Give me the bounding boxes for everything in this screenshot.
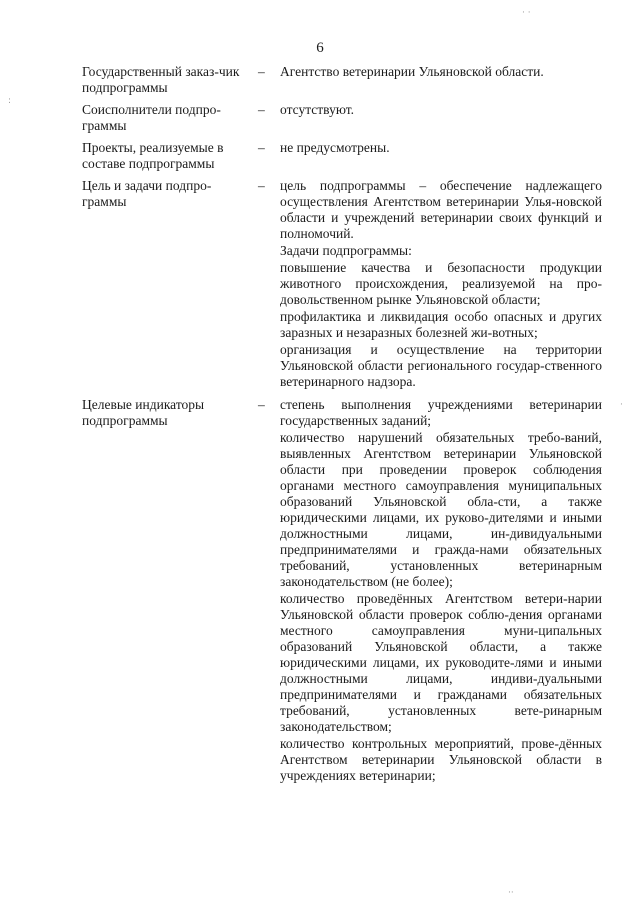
passport-row	[82, 397, 602, 785]
row-label: Государственный заказ-чик подпрограммы	[82, 64, 240, 95]
value-paragraph: цель подпрограммы – обеспечение надлежащего осуществления Агентством ветеринарии Улья-новской области и учреждений ветеринарии своих функций и полномочий.	[280, 178, 602, 241]
value-paragraph: отсутствуют.	[280, 102, 354, 117]
value-paragraph: количество проведённых Агентством ветери-нарии Ульяновской области проверок соблю-дения органами местного самоуправления муни-ципальных образований Ульяновской области, а также юридическими лицами, их руководите-лями и иными должностными лицами, индиви-дуальными предпринимателями и гражданами обязательных требований, установленных вете-ринарным законодательством;	[280, 591, 602, 734]
row-dash: –	[258, 178, 265, 193]
passport-row	[82, 140, 602, 172]
value-paragraph: Задачи подпрограммы:	[280, 243, 412, 258]
scan-dust-mark: ·	[620, 400, 623, 410]
passport-row	[82, 102, 602, 134]
value-paragraph: организация и осуществление на территории Ульяновской области регионального государ-ственного ветеринарного надзора.	[280, 342, 602, 389]
row-dash: –	[258, 397, 265, 412]
row-dash: –	[258, 64, 265, 79]
row-dash: –	[258, 140, 265, 155]
value-paragraph: количество контрольных мероприятий, прове-дённых Агентством ветеринарии Ульяновской области в учреждениях ветеринарии;	[280, 736, 602, 783]
scan-dust-mark: · ·	[522, 8, 531, 18]
value-paragraph: не предусмотрены.	[280, 140, 390, 155]
passport-row	[82, 178, 602, 391]
subprogram-passport	[82, 64, 602, 791]
value-paragraph: Агентство ветеринарии Ульяновской области.	[280, 64, 544, 79]
page-number: 6	[316, 40, 324, 56]
row-label: Проекты, реализуемые в составе подпрограммы	[82, 140, 224, 171]
value-paragraph: степень выполнения учреждениями ветеринарии государственных заданий;	[280, 397, 602, 428]
row-label: Соисполнители подпро-граммы	[82, 102, 221, 133]
row-value	[280, 102, 602, 119]
row-value	[280, 397, 602, 785]
row-value	[280, 64, 602, 81]
value-paragraph: количество нарушений обязательных требо-ваний, выявленных Агентством ветеринарии Ульяновской области при проведении проверок соблюдения органами местного самоуправления муниципальных образований Ульяновской обла-сти, а также юридическими лицами, их руково-дителями и иными должностными лицами, ин-дивидуальными предпринимателями и гражда-нами обязательных требований, установленных ветеринарным законодательством (не более);	[280, 430, 602, 589]
row-label: Цель и задачи подпро-граммы	[82, 178, 212, 209]
row-value	[280, 140, 602, 157]
row-dash: –	[258, 102, 265, 117]
scan-dust-mark: ··	[508, 888, 514, 898]
row-value	[280, 178, 602, 391]
passport-row	[82, 64, 602, 96]
value-paragraph: профилактика и ликвидация особо опасных и других заразных и незаразных болезней жи-вотных;	[280, 309, 602, 340]
value-paragraph: повышение качества и безопасности продукции животного происхождения, реализуемой на про-довольственном рынке Ульяновской области;	[280, 260, 602, 307]
scan-dust-mark: :	[8, 96, 12, 106]
row-label: Целевые индикаторы подпрограммы	[82, 397, 205, 428]
